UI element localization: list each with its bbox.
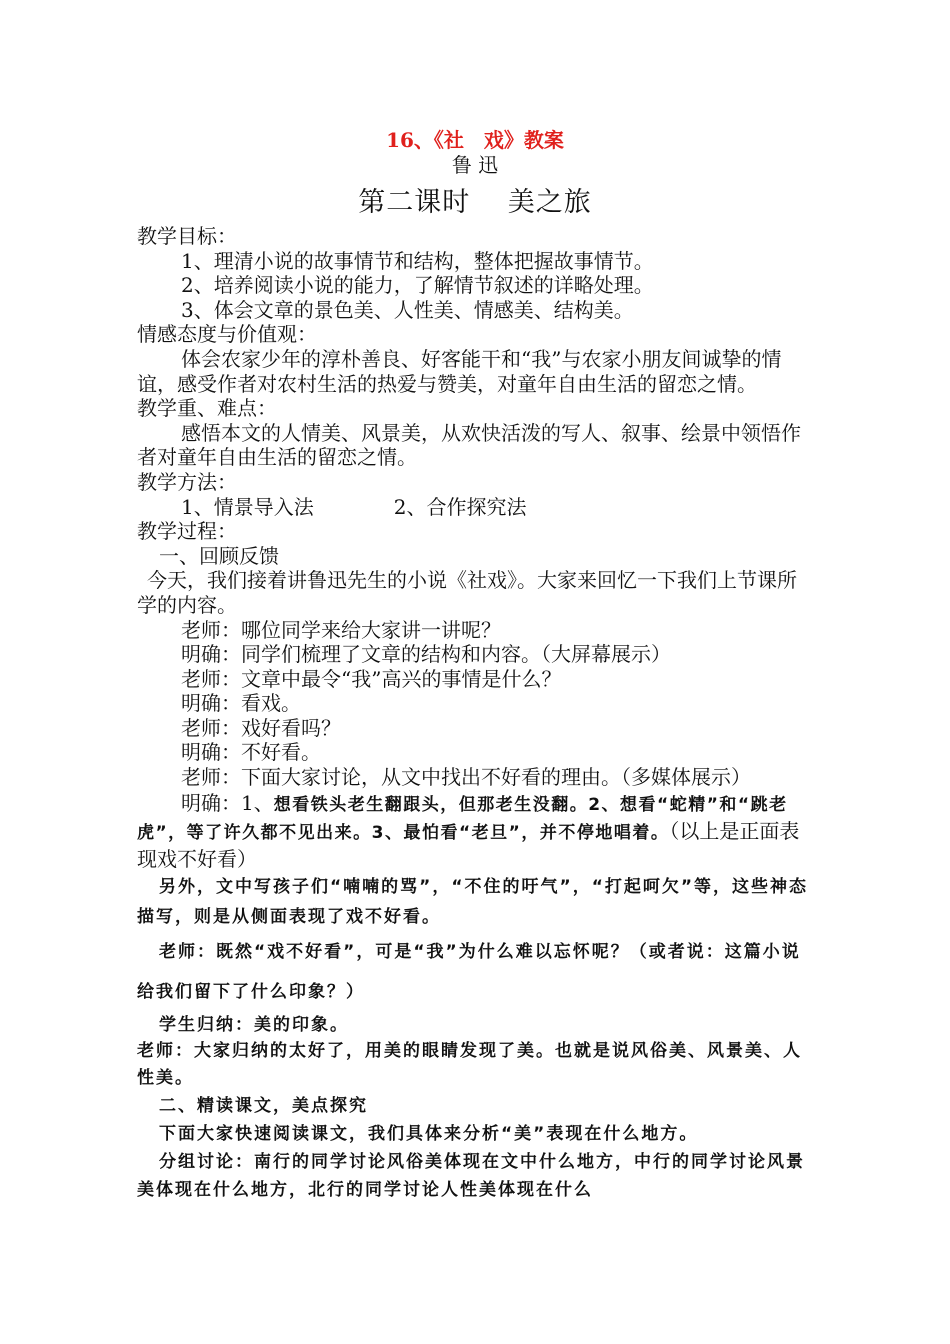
document-body (137, 224, 815, 1204)
answer-handwritten: 想看铁头老生翻跟头，但那老生没翻。2、想看“蛇精”和“跳老虎”，等了许久都不见出来。3、最怕看“老旦”，并不停地唱着。 (137, 794, 788, 843)
teacher-praise: 老师：大家归纳的太好了，用美的眼睛发现了美。也就是说风俗美、风景美、人性美。 (137, 1040, 802, 1088)
methods-list (137, 495, 815, 520)
dialogue-line: 老师：文章中最令“我”高兴的事情是什么？ (181, 666, 562, 691)
dialogue-line: 明确：看戏。 (181, 691, 301, 716)
method-item: 1、情景导入法 (181, 494, 314, 519)
objective-item: 1、理清小说的故事情节和结构，整体把握故事情节。 (181, 248, 654, 273)
intro-paragraph: 今天，我们接着讲鲁迅先生的小说《社戏》。大家来回忆一下我们上节课所学的内容。 (137, 568, 797, 617)
section-heading: 一、回顾反馈 (159, 543, 279, 568)
dialogue-line: 老师：戏好看吗？ (181, 715, 341, 740)
methods-heading: 教学方法： (137, 469, 237, 494)
student-summary: 学生归纳：美的印象。 (159, 1014, 349, 1035)
emotion-heading: 情感态度与价值观： (137, 322, 317, 347)
emotion-text: 体会农家少年的淳朴善良、好客能干和“我”与农家小朋友间诚挚的情谊，感受作者对农村生活的热爱与赞美，对童年自由生活的留恋之情。 (137, 346, 782, 396)
teacher-question: 老师：既然“戏不好看”，可是“我”为什么难以忘怀呢？（或者说：这篇小说给我们留下了什么印象？） (137, 941, 801, 1002)
answer-prefix: 明确：1、 (181, 790, 274, 815)
section-heading: 二、精读课文，美点探究 (159, 1095, 368, 1116)
answer-suffix: （以上是正面表现戏不好看） (137, 818, 800, 871)
objective-item: 2、培养阅读小说的能力，了解情节叙述的详略处理。 (181, 273, 654, 298)
lesson-title: 第二课时 美之旅 (358, 187, 592, 218)
side-description: 另外，文中写孩子们“喃喃的骂”，“不住的吁气”，“打起呵欠”等，这些神态描写，则是从侧面表现了戏不好看。 (137, 876, 809, 927)
answer-paragraph (137, 790, 815, 872)
dialogue-line: 老师：下面大家讨论，从文中找出不好看的理由。（多媒体展示） (181, 765, 751, 790)
objective-item: 3、体会文章的景色美、人性美、情感美、结构美。 (181, 297, 634, 322)
keypoints-heading: 教学重、难点： (137, 396, 277, 421)
dialogue-line: 明确：不好看。 (181, 740, 321, 765)
author-name: 鲁 迅 (451, 153, 499, 177)
page-title: 16、《社 戏》教案 (386, 128, 564, 152)
method-item: 2、合作探究法 (393, 494, 527, 519)
keypoints-text: 感悟本文的人情美、风景美，从欢快活泼的写人、叙事、绘景中领悟作者对童年自由生活的留恋之情。 (137, 420, 801, 470)
dialogue-line: 明确：同学们梳理了文章的结构和内容。（大屏幕展示） (181, 642, 671, 667)
process-heading: 教学过程： (137, 519, 237, 544)
group-discussion: 分组讨论：南行的同学讨论风俗美体现在文中什么地方，中行的同学讨论风景美体现在什么地方，北行的同学讨论人性美体现在什么 (137, 1151, 805, 1200)
dialogue-line: 老师：哪位同学来给大家讲一讲呢？ (181, 617, 501, 642)
reading-instruction: 下面大家快速阅读课文，我们具体来分析“美”表现在什么地方。 (159, 1123, 699, 1144)
objectives-heading: 教学目标： (137, 224, 237, 248)
